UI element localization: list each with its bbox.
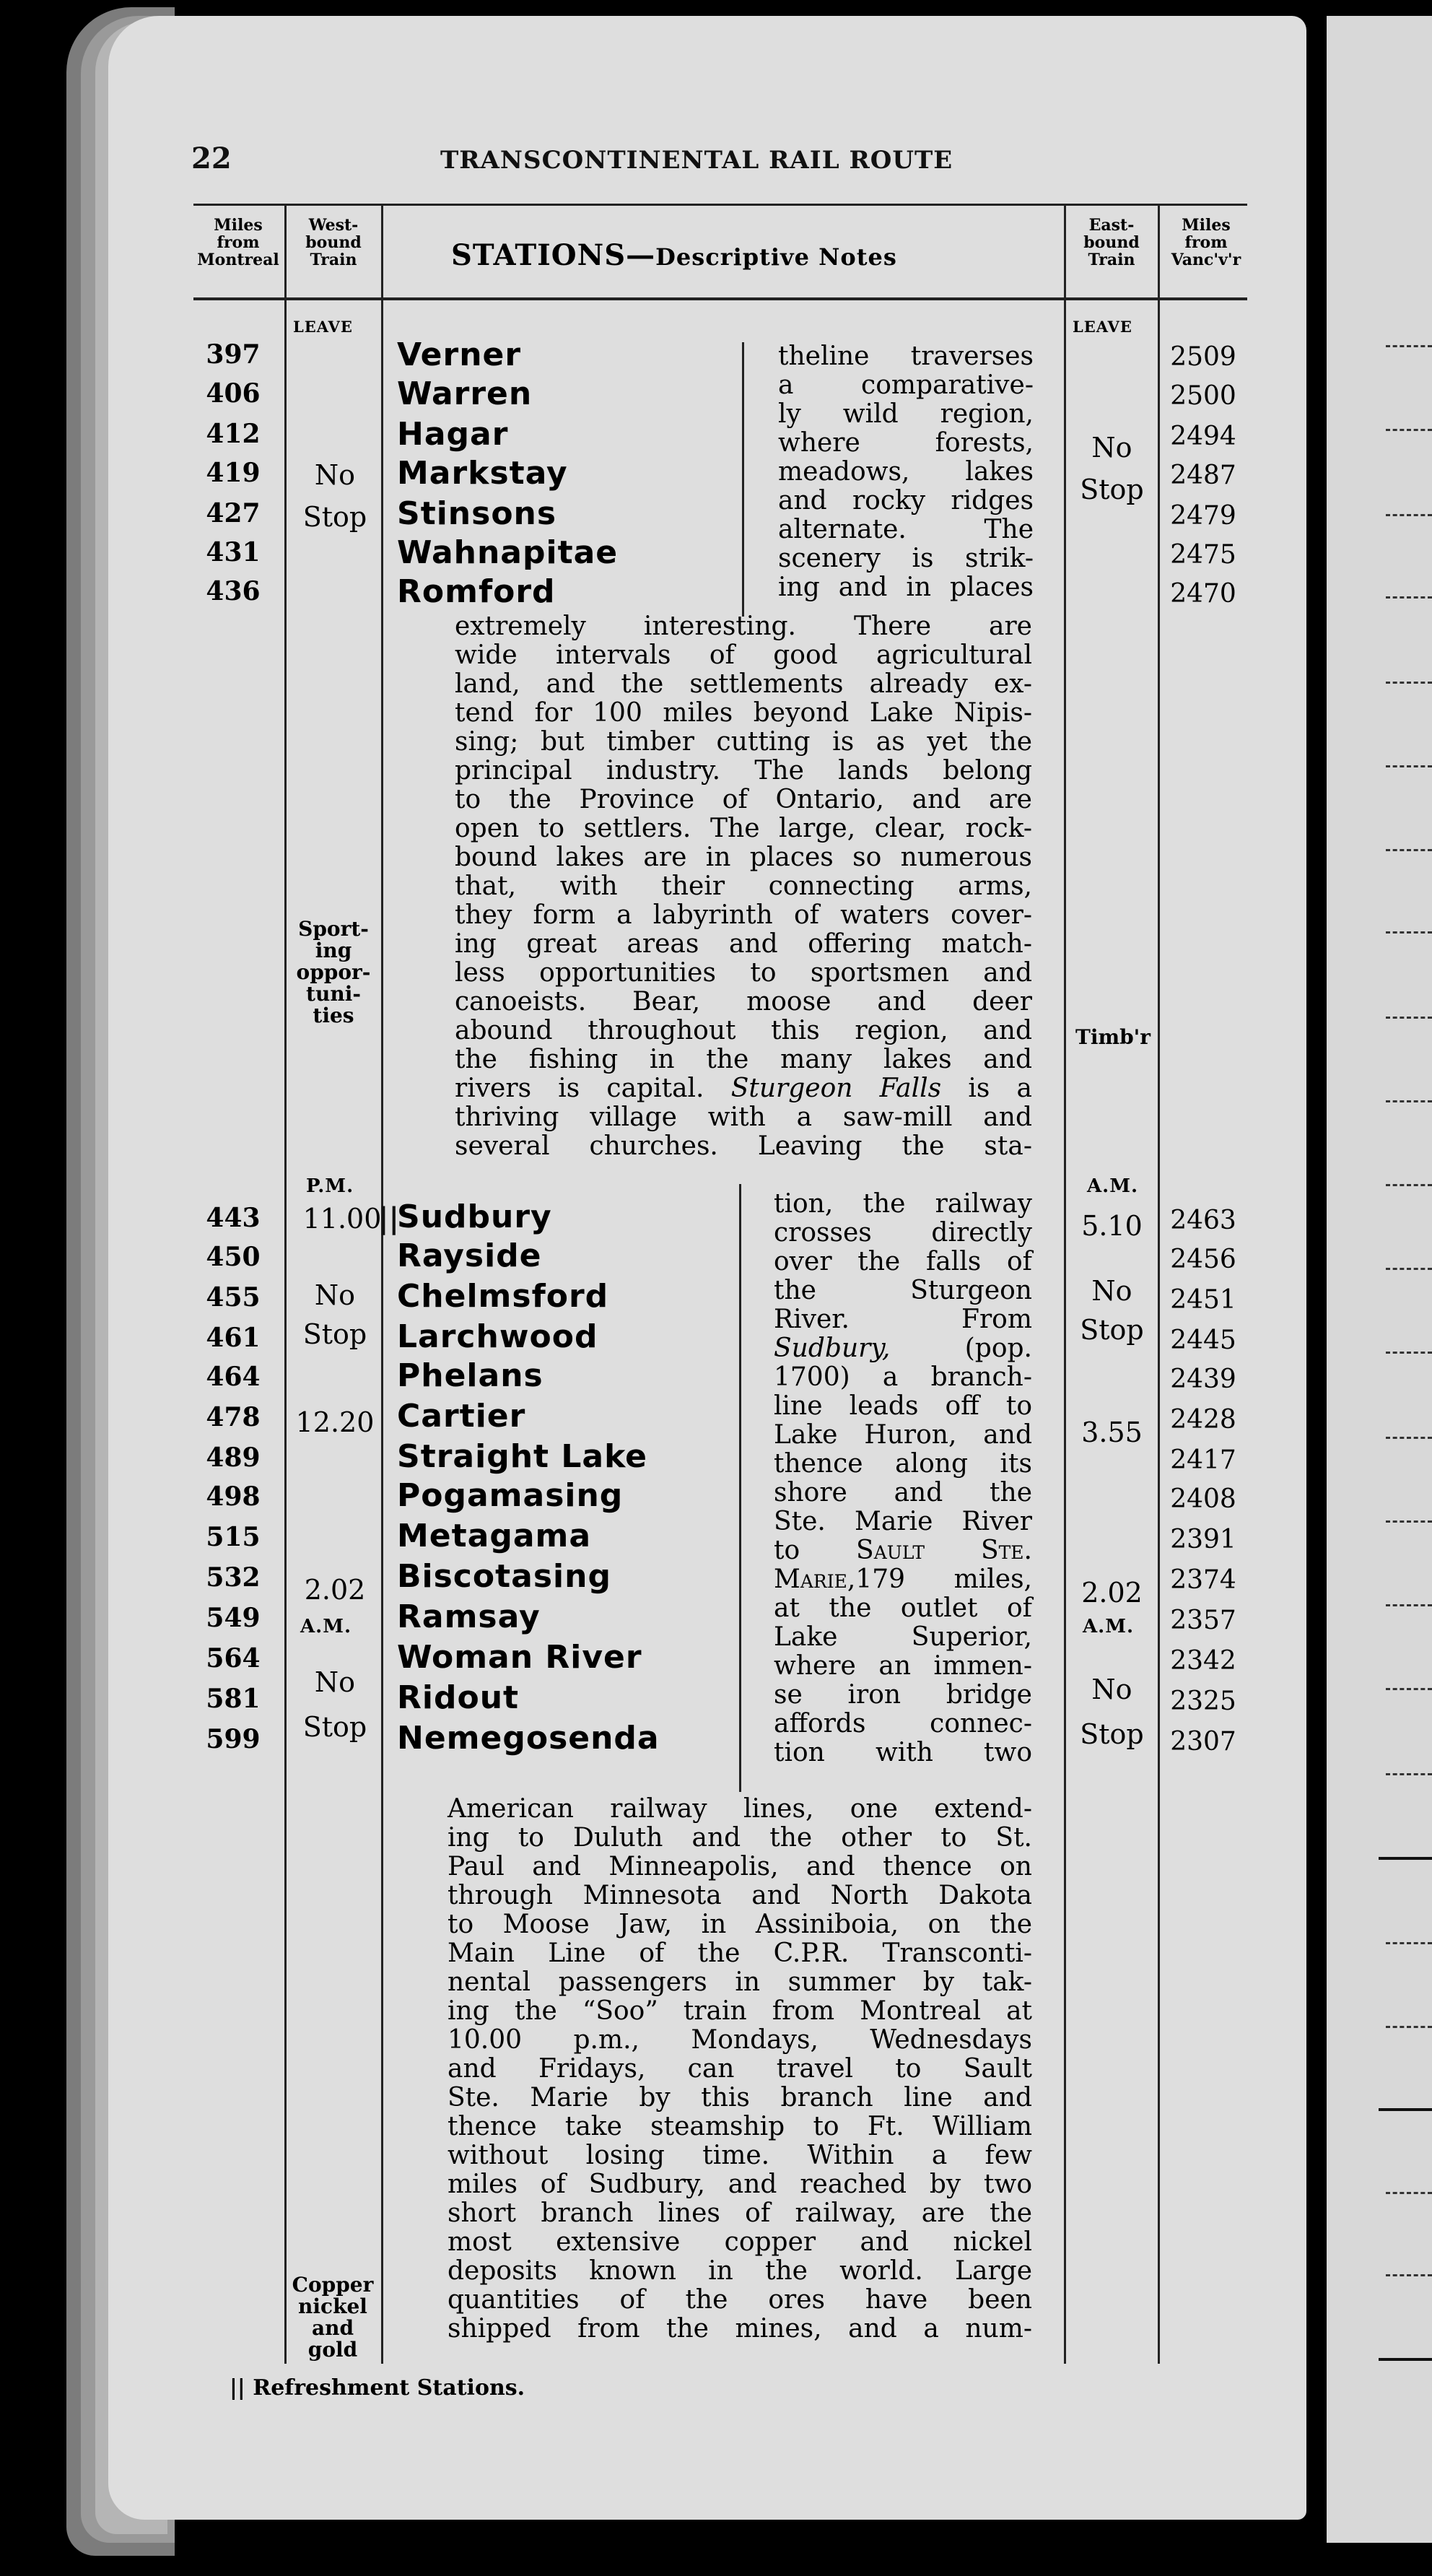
note-line: bound lakes are in places so numerous <box>455 843 1032 872</box>
miles-from-montreal: 564 <box>206 1643 261 1674</box>
facing-page-rule <box>1386 596 1432 599</box>
note-line: wide intervals of good agricultural <box>455 640 1032 670</box>
facing-page-rule <box>1386 765 1432 767</box>
miles-from-montreal: 515 <box>206 1522 261 1552</box>
eastbound-no-3: No <box>1091 1674 1132 1705</box>
note-text: (pop. <box>964 1333 1032 1363</box>
note-line: quantities of the ores have been <box>448 2285 1032 2315</box>
westbound-time-cartier: 12.20 <box>295 1406 375 1438</box>
note-line: tion with two <box>774 1738 1032 1767</box>
station-name: Verner <box>397 336 522 373</box>
note-line: Lake Superior, <box>774 1622 1032 1652</box>
miles-from-montreal: 478 <box>206 1402 261 1432</box>
station-name: Pogamasing <box>397 1477 624 1514</box>
col-header-miles-vancouver: Miles from Vanc'v'r <box>1171 216 1241 269</box>
miles-from-vancouver: 2487 <box>1170 461 1236 490</box>
facing-page-rule <box>1386 1352 1432 1354</box>
note-line: most extensive copper and nickel <box>448 2227 1032 2257</box>
small-caps-text: Sault Ste. <box>856 1536 1032 1565</box>
table-top-rule <box>193 204 1247 206</box>
note-line: thence take steamship to Ft. William <box>448 2112 1032 2141</box>
note-line: ing the “Soo” train from Montreal at <box>448 1996 1032 2026</box>
facing-page-rule <box>1386 514 1432 516</box>
facing-page-rule <box>1386 2026 1432 2028</box>
note-line: Lake Huron, and <box>774 1420 1032 1450</box>
note-line: line leads off to <box>774 1391 1032 1421</box>
station-name: Straight Lake <box>397 1438 648 1475</box>
footnote-refreshment: || Refreshment Stations. <box>230 2375 525 2401</box>
miles-from-vancouver: 2357 <box>1170 1606 1236 1635</box>
miles-from-vancouver: 2500 <box>1170 381 1236 411</box>
col-header-westbound: West- bound Train <box>305 216 362 269</box>
note-line: the Sturgeon <box>774 1276 1032 1305</box>
eastbound-stop: Stop <box>1080 474 1144 505</box>
facing-page-rule <box>1379 1857 1432 1860</box>
descriptive-note-side-1 <box>778 342 1034 602</box>
note-line: and rocky ridges <box>778 486 1034 515</box>
station-name: Markstay <box>397 455 568 492</box>
eastbound-am-2: A.M. <box>1083 1616 1135 1637</box>
note-line: shore and the <box>774 1478 1032 1507</box>
note-line: land, and the settlements already ex- <box>455 669 1032 699</box>
facing-page <box>1327 16 1432 2543</box>
miles-from-vancouver: 2475 <box>1170 540 1236 570</box>
note-line: thriving village with a saw-mill and <box>455 1102 1032 1132</box>
miles-from-montreal: 436 <box>206 576 261 606</box>
stations-title: STATIONS— <box>451 238 656 272</box>
eastbound-no: No <box>1091 432 1132 464</box>
miles-from-montreal: 412 <box>206 419 261 449</box>
westbound-stop-3: Stop <box>302 1711 367 1743</box>
miles-from-vancouver: 2445 <box>1170 1326 1236 1355</box>
running-title: TRANSCONTINENTAL RAIL ROUTE <box>440 146 953 175</box>
miles-from-montreal: 397 <box>206 339 261 370</box>
station-name: Rayside <box>397 1237 542 1274</box>
note-line <box>774 1334 1032 1363</box>
facing-page-rule <box>1386 1437 1432 1439</box>
miles-from-vancouver: 2439 <box>1170 1365 1236 1394</box>
miles-from-vancouver: 2374 <box>1170 1565 1236 1595</box>
note-line: where forests, <box>778 428 1034 458</box>
facing-page-rule <box>1379 2108 1432 2111</box>
note-line: meadows, lakes <box>778 457 1034 487</box>
note-line: 1700) a branch- <box>774 1362 1032 1392</box>
note-line: that, with their connecting arms, <box>455 871 1032 901</box>
note-line: Main Line of the C.P.R. Transconti- <box>448 1938 1032 1968</box>
note-line: over the falls of <box>774 1247 1032 1276</box>
station-name: Ridout <box>397 1679 520 1716</box>
facing-page-rule <box>1386 682 1432 684</box>
note-line <box>455 1074 1032 1103</box>
miles-from-vancouver: 2417 <box>1170 1445 1236 1475</box>
westbound-stop-2: Stop <box>302 1318 367 1350</box>
eastbound-stop-3: Stop <box>1080 1718 1144 1750</box>
station-name: Chelmsford <box>397 1278 609 1315</box>
note-line: they form a labyrinth of waters cover- <box>455 900 1032 930</box>
timber-label: Timb'r <box>1075 1025 1151 1049</box>
eastbound-stop-2: Stop <box>1080 1314 1144 1346</box>
note-line: open to settlers. The large, clear, rock- <box>455 814 1032 843</box>
station-name: Metagama <box>397 1518 592 1554</box>
note-line: the fishing in the many lakes and <box>455 1045 1032 1074</box>
note-line: shipped from the mines, and a num- <box>448 2314 1032 2344</box>
station-name: Warren <box>397 375 533 412</box>
note-line: to Moose Jaw, in Assiniboia, on the <box>448 1910 1032 1939</box>
station-name: Sudbury <box>397 1198 552 1235</box>
facing-page-rule <box>1386 1100 1432 1102</box>
facing-page-rule <box>1386 931 1432 934</box>
miles-from-vancouver: 2470 <box>1170 579 1236 609</box>
note-line: se iron bridge <box>774 1680 1032 1710</box>
col-header-eastbound: East- bound Train <box>1083 216 1140 269</box>
note-line: affords connec- <box>774 1709 1032 1739</box>
eastbound-time-sudbury: 5.10 <box>1081 1210 1143 1242</box>
westbound-time-sudbury: 11.00 <box>302 1203 382 1235</box>
facing-page-rule <box>1386 1017 1432 1019</box>
miles-from-montreal: 455 <box>206 1282 261 1313</box>
facing-page-rule <box>1379 2358 1432 2361</box>
note-line <box>774 1536 1032 1565</box>
miles-from-montreal: 464 <box>206 1362 261 1392</box>
note-line: to the Province of Ontario, and are <box>455 785 1032 814</box>
note-line: where an immen- <box>774 1651 1032 1681</box>
miles-from-montreal: 461 <box>206 1323 261 1353</box>
sporting-opportunities-label: Sport- ing oppor- tuni- ties <box>296 917 371 1027</box>
descriptive-note-wide-1 <box>455 612 1032 1161</box>
note-text: to <box>774 1536 800 1565</box>
small-caps-text: Marie, <box>774 1565 856 1594</box>
miles-from-montreal: 599 <box>206 1724 261 1754</box>
miles-from-vancouver: 2456 <box>1170 1245 1236 1274</box>
note-divider <box>739 1184 741 1792</box>
facing-page-rule <box>1386 1688 1432 1690</box>
facing-page-rule <box>1386 849 1432 851</box>
col-header-miles-montreal: Miles from Montreal <box>197 216 279 269</box>
miles-from-montreal: 498 <box>206 1481 261 1512</box>
station-name: Biscotasing <box>397 1558 611 1595</box>
miles-from-montreal: 431 <box>206 537 261 567</box>
miles-from-vancouver: 2494 <box>1170 422 1236 451</box>
note-line: crosses directly <box>774 1218 1032 1248</box>
note-line: nental passengers in summer by tak- <box>448 1967 1032 1997</box>
note-line: River. From <box>774 1305 1032 1334</box>
note-line: extremely interesting. There are <box>455 612 1032 641</box>
eastbound-time-cartier: 3.55 <box>1081 1417 1143 1448</box>
miles-from-vancouver: 2463 <box>1170 1206 1236 1235</box>
eastbound-time-biscotasing: 2.02 <box>1081 1577 1143 1609</box>
facing-page-rule <box>1386 1520 1432 1523</box>
note-line: ing to Duluth and the other to St. <box>448 1823 1032 1853</box>
miles-from-vancouver: 2408 <box>1170 1484 1236 1514</box>
note-line: ing great areas and offering match- <box>455 929 1032 959</box>
note-line: theline traverses <box>778 341 1034 371</box>
facing-page-rule <box>1386 2274 1432 2276</box>
note-line: short branch lines of railway, are the <box>448 2198 1032 2228</box>
miles-from-montreal: 581 <box>206 1684 261 1714</box>
station-name: Hagar <box>397 416 509 453</box>
note-line: deposits known in the world. Large <box>448 2256 1032 2286</box>
note-text: rivers is capital. <box>455 1074 704 1103</box>
westbound-no: No <box>314 459 356 491</box>
note-line: ing and in places <box>778 573 1034 602</box>
note-line: Ste. Marie by this branch line and <box>448 2083 1032 2112</box>
note-line: principal industry. The lands belong <box>455 756 1032 786</box>
station-name: Romford <box>397 573 556 610</box>
page-number: 22 <box>191 142 232 175</box>
miles-from-montreal: 549 <box>206 1603 261 1633</box>
note-text: is a <box>941 1074 1032 1103</box>
westbound-no-3: No <box>314 1666 356 1698</box>
westbound-am: A.M. <box>300 1616 352 1637</box>
descriptive-note-wide-2 <box>448 1795 1032 2344</box>
note-line: Ste. Marie River <box>774 1507 1032 1536</box>
note-line: and Fridays, can travel to Sault <box>448 2054 1032 2084</box>
miles-from-vancouver: 2479 <box>1170 501 1236 531</box>
note-line: tend for 100 miles beyond Lake Nipis- <box>455 698 1032 728</box>
eastbound-am: A.M. <box>1087 1175 1139 1197</box>
miles-from-montreal: 489 <box>206 1443 261 1473</box>
miles-from-vancouver: 2428 <box>1170 1405 1236 1435</box>
facing-page-rule <box>1386 1184 1432 1186</box>
place-name-italic: Sturgeon Falls <box>730 1074 942 1103</box>
miles-from-montreal: 443 <box>206 1203 261 1233</box>
station-name: Wahnapitae <box>397 534 619 571</box>
station-name: Stinsons <box>397 495 557 532</box>
miles-from-montreal: 419 <box>206 458 261 488</box>
miles-from-montreal: 532 <box>206 1562 261 1593</box>
westbound-stop: Stop <box>302 501 367 533</box>
note-line: less opportunities to sportsmen and <box>455 958 1032 988</box>
descriptive-note-side-2 <box>774 1190 1032 1767</box>
station-name: Ramsay <box>397 1598 541 1635</box>
facing-page-rule <box>1386 1268 1432 1270</box>
note-line: sing; but timber cutting is as yet the <box>455 727 1032 757</box>
note-line: ly wild region, <box>778 399 1034 429</box>
header-bottom-rule <box>193 297 1247 300</box>
note-line: through Minnesota and North Dakota <box>448 1881 1032 1910</box>
facing-page-rule <box>1386 2192 1432 2194</box>
station-name: Cartier <box>397 1398 526 1435</box>
column-divider <box>284 204 287 2364</box>
station-name: Phelans <box>397 1357 543 1394</box>
westbound-time-biscotasing: 2.02 <box>304 1574 366 1606</box>
facing-page-rule <box>1386 429 1432 431</box>
miles-from-montreal: 450 <box>206 1242 261 1272</box>
leave-label-westbound: LEAVE <box>293 318 353 336</box>
miles-from-vancouver: 2342 <box>1170 1646 1236 1676</box>
station-name: Larchwood <box>397 1318 598 1355</box>
facing-page-rule <box>1386 345 1432 347</box>
miles-from-montreal: 427 <box>206 498 261 528</box>
note-line: alternate. The <box>778 515 1034 544</box>
note-line: American railway lines, one extend- <box>448 1794 1032 1824</box>
note-line: thence along its <box>774 1449 1032 1479</box>
copper-nickel-gold-label: Copper nickel and gold <box>292 2273 374 2362</box>
col-header-stations <box>451 238 897 272</box>
facing-page-rule <box>1386 1942 1432 1944</box>
note-line: Paul and Minneapolis, and thence on <box>448 1852 1032 1881</box>
note-text: 179 miles, <box>855 1565 1032 1594</box>
note-line: several churches. Leaving the sta- <box>455 1131 1032 1161</box>
miles-from-vancouver: 2307 <box>1170 1727 1236 1757</box>
column-divider <box>1064 204 1066 2364</box>
note-line: without losing time. Within a few <box>448 2141 1032 2170</box>
note-divider <box>742 342 744 617</box>
note-line: 10.00 p.m., Mondays, Wednesdays <box>448 2025 1032 2055</box>
miles-from-vancouver: 2509 <box>1170 342 1236 372</box>
facing-page-rule <box>1386 1604 1432 1606</box>
westbound-pm: P.M. <box>306 1175 354 1197</box>
miles-from-vancouver: 2325 <box>1170 1687 1236 1716</box>
miles-from-vancouver: 2451 <box>1170 1285 1236 1315</box>
descriptive-notes-title: Descriptive Notes <box>655 243 897 271</box>
station-name: Woman River <box>397 1639 642 1676</box>
refreshment-mark: || <box>378 1201 400 1235</box>
note-line: miles of Sudbury, and reached by two <box>448 2170 1032 2199</box>
column-divider <box>1158 204 1160 2364</box>
miles-from-vancouver: 2391 <box>1170 1525 1236 1554</box>
facing-page-rule <box>1386 1773 1432 1775</box>
note-line: canoeists. Bear, moose and deer <box>455 987 1032 1017</box>
note-line: at the outlet of <box>774 1593 1032 1623</box>
place-name-italic: Sudbury, <box>774 1333 891 1363</box>
column-divider <box>381 204 383 2364</box>
eastbound-no-2: No <box>1091 1275 1132 1307</box>
note-line: abound throughout this region, and <box>455 1016 1032 1045</box>
note-line: tion, the railway <box>774 1189 1032 1219</box>
note-line: a comparative- <box>778 370 1034 400</box>
miles-from-montreal: 406 <box>206 378 261 409</box>
westbound-no-2: No <box>314 1279 356 1311</box>
note-line <box>774 1565 1032 1594</box>
leave-label-eastbound: LEAVE <box>1073 318 1132 336</box>
station-name: Nemegosenda <box>397 1720 660 1757</box>
note-line: scenery is strik- <box>778 544 1034 573</box>
